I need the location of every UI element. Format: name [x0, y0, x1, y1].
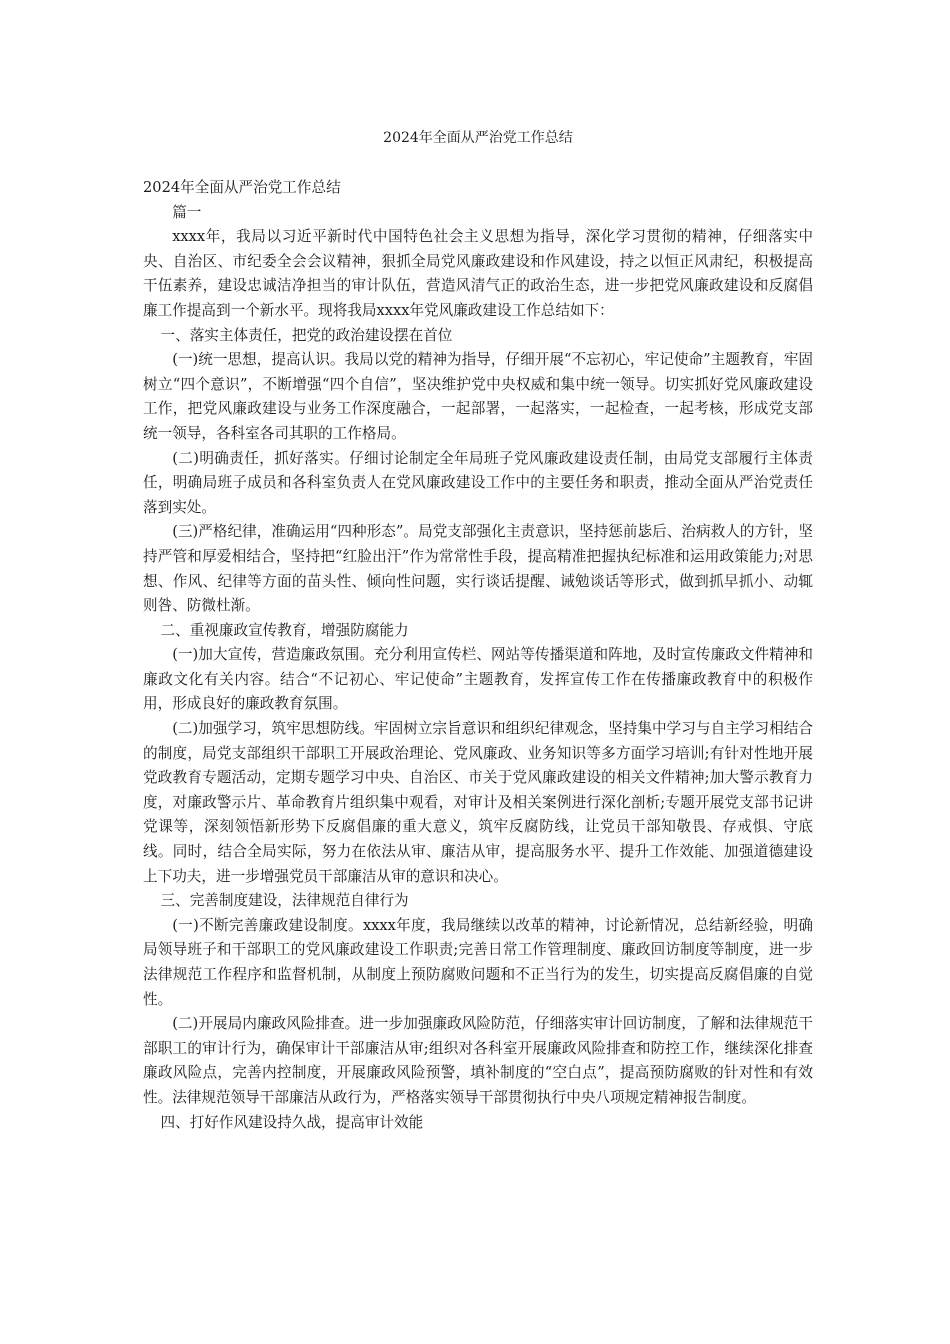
document-subtitle: 2024年全面从严治党工作总结 [143, 179, 341, 196]
section-heading: 二、重视廉政宣传教育，增强防腐能力 [160, 621, 409, 639]
paragraph-list [143, 225, 813, 1135]
body-paragraph: (一)统一思想，提高认识。我局以党的精神为指导，仔细开展“不忘初心，牢记使命”主题教育，牢固树立“四个意识”，不断增强“四个自信”，坚决维护党中央权威和集中统一领导。切实抓好党风廉政建设工作，把党风廉政建设与业务工作深度融合，一起部署，一起落实，一起检查，一起考核，形成党支部统一领导，各科室各司其职的工作格局。 [143, 351, 813, 442]
body-paragraph: xxxx年，我局以习近平新时代中国特色社会主义思想为指导，深化学习贯彻的精神，仔细落实中央、自治区、市纪委全会会议精神，狠抓全局党风廉政建设和作风建设，持之以恒正风肃纪，积极提高干伍素养，建设忠诚洁净担当的审计队伍，营造风清气正的政治生态，进一步把党风廉政建设和反腐倡廉工作提高到一个新水平。现将我局xxxx年党风廉政建设工作总结如下： [143, 228, 813, 319]
body-paragraph: (二)开展局内廉政风险排查。进一步加强廉政风险防范，仔细落实审计回访制度，了解和法律规范干部职工的审计行为，确保审计干部廉洁从审;组织对各科室开展廉政风险排查和防控工作，继续深化排查廉政风险点，完善内控制度，开展廉政风险预警，填补制度的“空白点”，提高预防腐败的针对性和有效性。法律规范领导干部廉洁从政行为，严格落实领导干部贯彻执行中央八项规定精神报告制度。 [143, 1015, 813, 1106]
body-paragraph: (二)明确责任，抓好落实。仔细讨论制定全年局班子党风廉政建设责任制，由局党支部履行主体责任，明确局班子成员和各科室负责人在党风廉政建设工作中的主要任务和职责，推动全面从严治党责任落到实处。 [143, 449, 813, 516]
section-heading: 四、打好作风建设持久战，提高审计效能 [160, 1113, 424, 1131]
document-title: 2024年全面从严治党工作总结 [383, 130, 573, 146]
section-heading: 三、完善制度建设，法律规范自律行为 [160, 892, 409, 910]
body-paragraph: (三)严格纪律，准确运用“四种形态”。局党支部强化主责意识，坚持惩前毖后、治病救人的方针，坚持严管和厚爱相结合，坚持把“红脸出汗”作为常常性手段，提高精准把握执纪标准和运用政策能力;对思想、作风、纪律等方面的苗头性、倾向性问题，实行谈话提醒、诫勉谈话等形式，做到抓早抓小、动辄则咎、防微杜渐。 [143, 523, 813, 615]
body-paragraph: (二)加强学习，筑牢思想防线。牢固树立宗旨意识和组织纪律观念，坚持集中学习与自主学习相结合的制度，局党支部组织干部职工开展政治理论、党风廉政、业务知识等多方面学习培训;有针对性地开展党政教育专题活动，定期专题学习中央、自治区、市关于党风廉政建设的相关文件精神;加大警示教育力度，对廉政警示片、革命教育片组织集中观看，对审计及相关案例进行深化剖析;专题开展党支部书记讲党课等，深刻领悟新形势下反腐倡廉的重大意义，筑牢反腐防线，让党员干部知敬畏、存戒惧、守底线。同时，结合全局实际，努力在依法从审、廉洁从审，提高服务水平、提升工作效能、加强道德建设上下功夫，进一步增强党员干部廉洁从审的意识和决心。 [143, 720, 813, 885]
document-body [143, 176, 813, 1135]
section-label: 篇一 [172, 203, 202, 221]
body-paragraph: (一)加大宣传，营造廉政氛围。充分利用宣传栏、网站等传播渠道和阵地，及时宣传廉政文件精神和廉政文化有关内容。结合“不记初心、牢记使命”主题教育，发挥宣传工作在传播廉政教育中的积极作用，形成良好的廉政教育氛围。 [143, 646, 813, 713]
body-paragraph: (一)不断完善廉政建设制度。xxxx年度，我局继续以改革的精神，讨论新情况，总结新经验，明确局领导班子和干部职工的党风廉政建设工作职责;完善日常工作管理制度、廉政回访制度等制度，进一步法律规范工作程序和监督机制，从制度上预防腐败问题和不正当行为的发生，切实提高反腐倡廉的自觉性。 [143, 916, 813, 1008]
section-heading: 一、落实主体责任，把党的政治建设摆在首位 [160, 326, 453, 344]
